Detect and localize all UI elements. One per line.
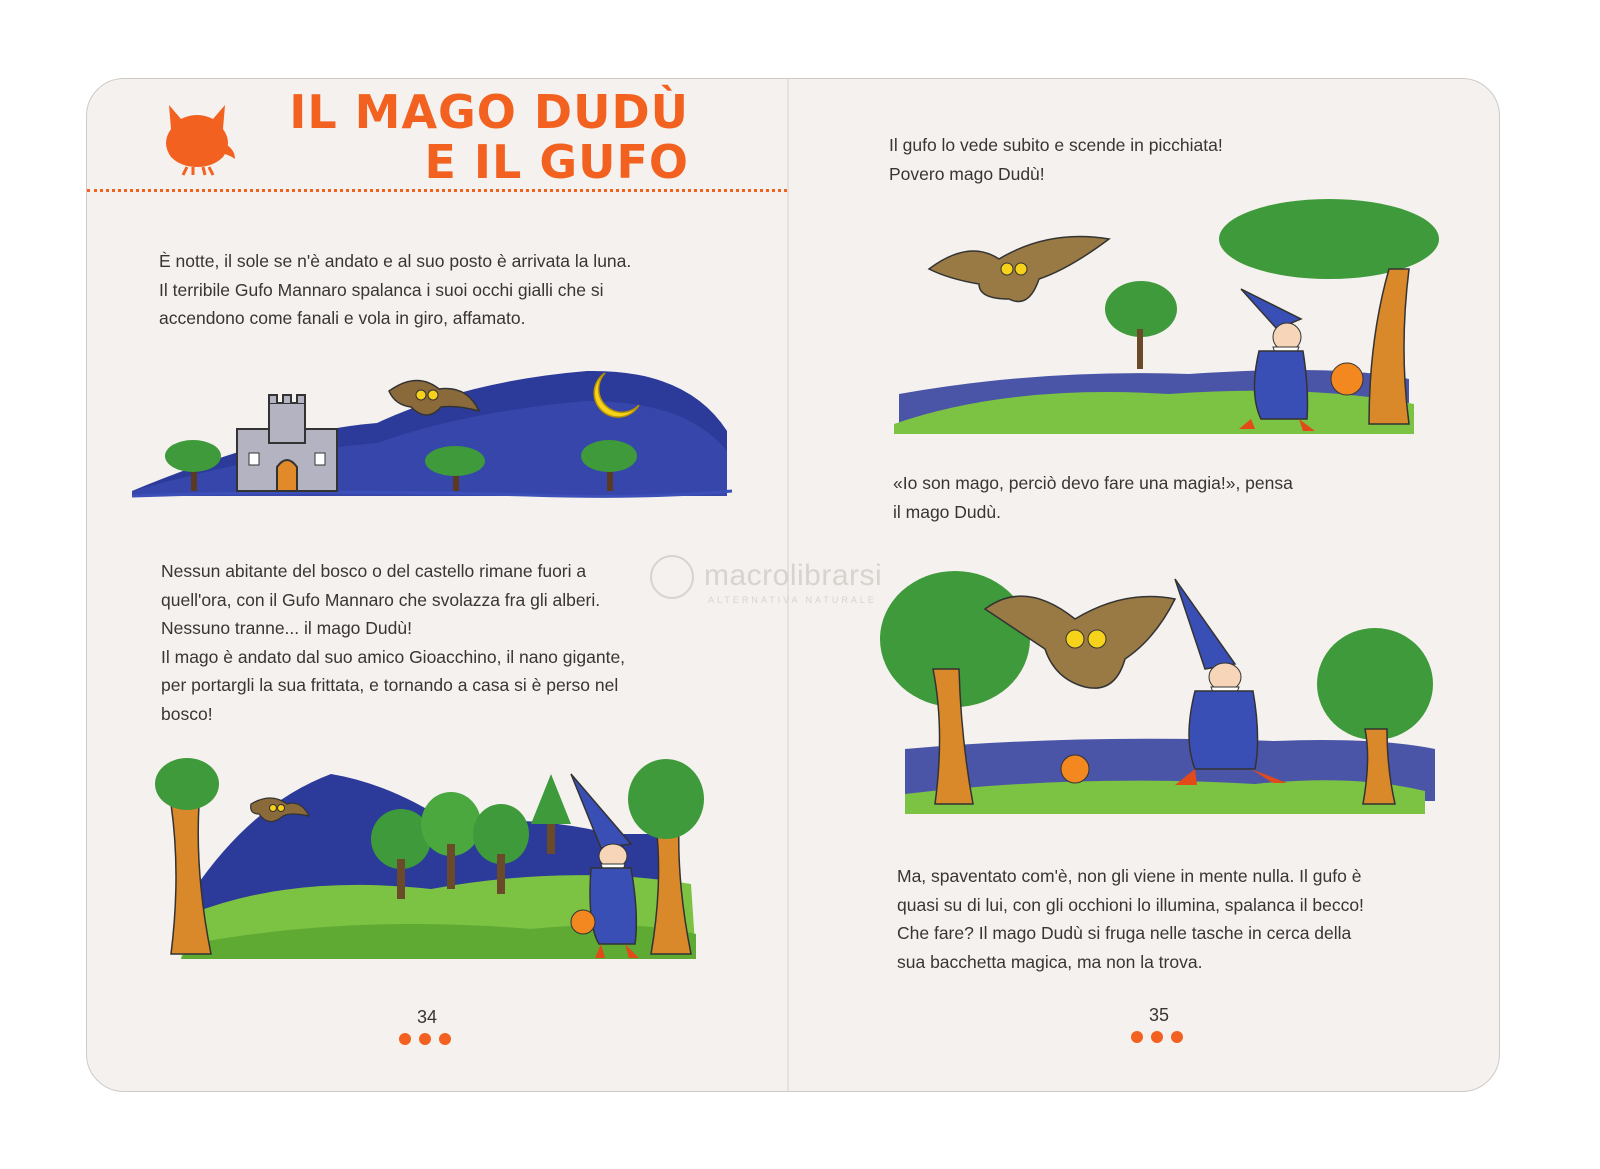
- text-line: il mago Dudù.: [893, 501, 1001, 522]
- text-line: Ma, spaventato com'è, non gli viene in mente nulla. Il gufo è: [897, 866, 1362, 886]
- text-line: Il mago è andato dal suo amico Gioacchino, il nano gigante,: [161, 646, 626, 667]
- right-paragraph-2: [893, 469, 1293, 526]
- illustration-owl-dive: [889, 179, 1444, 444]
- owl-icon: [929, 237, 1109, 302]
- text-line: Che fare? Il mago Dudù si fruga nelle tasche in cerca della: [897, 923, 1352, 943]
- castle-icon: [237, 395, 337, 491]
- illustration-night-castle: [127, 361, 737, 506]
- title-line-1: IL MAGO DUDÙ: [289, 85, 689, 139]
- dot-icon: [1171, 1031, 1183, 1043]
- text-line: Il gufo lo vede subito e scende in picchiata!: [889, 135, 1223, 155]
- text-line: È notte, il sole se n'è andato e al suo posto è arrivata la luna.: [159, 251, 632, 271]
- page-dots-right: [1131, 1031, 1183, 1043]
- page-dots-left: [399, 1033, 451, 1045]
- text-line: «Io son mago, perciò devo fare una magia!», pensa: [893, 473, 1293, 493]
- left-paragraph-2: [161, 557, 625, 728]
- text-line: quell'ora, con il Gufo Mannaro che svolazza fra gli alberi.: [161, 589, 601, 610]
- leaf-logo-icon: [650, 555, 694, 599]
- text-line: Nessuno tranne... il mago Dudù!: [161, 618, 412, 638]
- watermark-tagline: ALTERNATIVA NATURALE: [708, 595, 877, 605]
- text-line: sua bacchetta magica, ma non la trova.: [897, 951, 1203, 972]
- illustration-owl-attack: [875, 569, 1455, 819]
- text-line: per portargli la sua frittata, e tornando a casa si è perso nel: [161, 675, 619, 695]
- watermark: [650, 555, 882, 605]
- page-number-right: 35: [1148, 1005, 1170, 1025]
- text-line: Il terribile Gufo Mannaro spalanca i suoi occhi gialli che si: [159, 279, 604, 300]
- page-number-left: 34: [416, 1007, 438, 1027]
- watermark-brand: macrolibrarsi: [704, 558, 883, 592]
- right-paragraph-3: [897, 862, 1364, 976]
- text-line: accendono come fanali e vola in giro, affamato.: [159, 308, 526, 328]
- text-line: Povero mago Dudù!: [889, 163, 1045, 184]
- text-line: quasi su di lui, con gli occhioni lo illumina, spalanca il becco!: [897, 894, 1364, 915]
- right-page: [789, 79, 1499, 1091]
- dotted-divider: [87, 189, 787, 192]
- dot-icon: [1151, 1031, 1163, 1043]
- bundle-icon: [1061, 755, 1089, 783]
- tree-icon: [1105, 281, 1177, 369]
- dot-icon: [399, 1033, 411, 1045]
- dot-icon: [1131, 1031, 1143, 1043]
- dot-icon: [419, 1033, 431, 1045]
- title-line-2: E IL GUFO: [424, 135, 689, 189]
- left-paragraph-1: [159, 247, 631, 333]
- text-line: Nessun abitante del bosco o del castello rimane fuori a: [161, 561, 587, 581]
- owl-icon: [157, 97, 237, 177]
- illustration-forest-wizard: [151, 744, 721, 969]
- story-title: [289, 87, 689, 187]
- dot-icon: [439, 1033, 451, 1045]
- text-line: bosco!: [161, 703, 213, 724]
